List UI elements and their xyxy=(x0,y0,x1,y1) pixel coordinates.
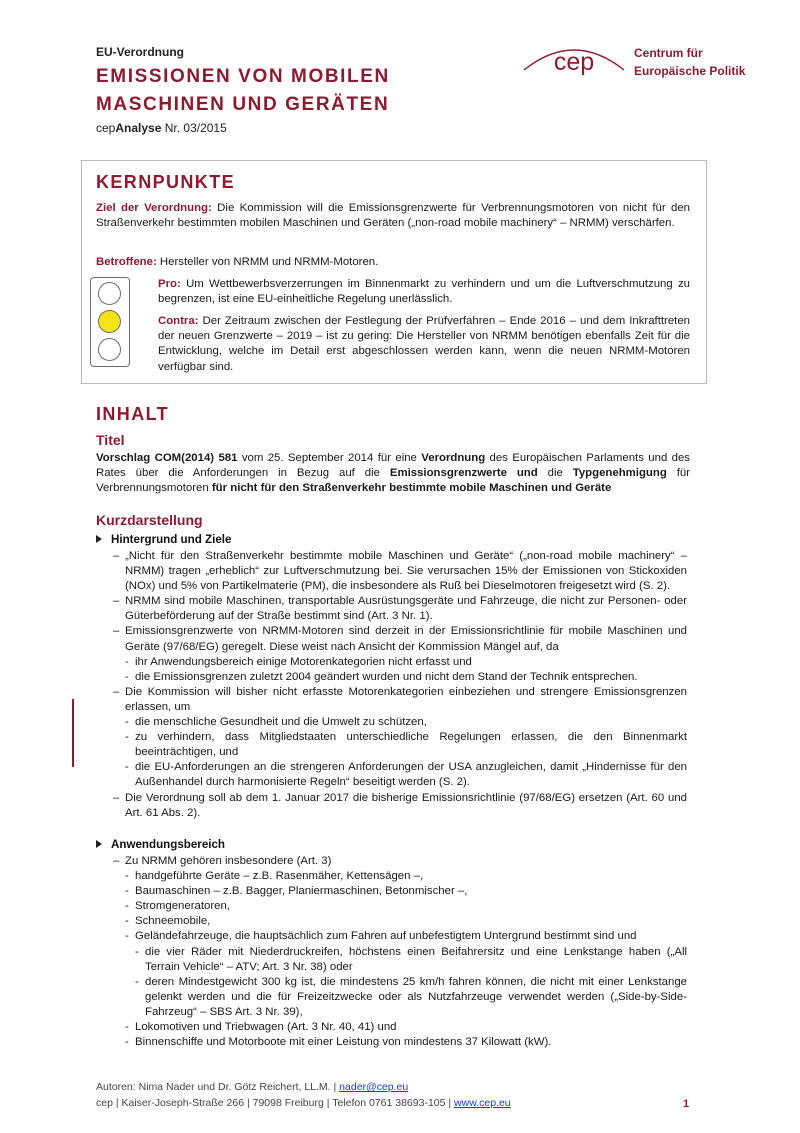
list-marker: - xyxy=(125,930,129,943)
list-marker: - xyxy=(125,885,129,898)
list-item-text: Binnenschiffe und Motorboote mit einer Leistung von mindestens 37 Kilowatt (kW). xyxy=(135,1036,552,1049)
cep-logo xyxy=(518,36,630,84)
list-item-text: zu verhindern, dass Mitgliedstaaten unterschiedliche Regelungen erlassen, die den Binnenmarkt beeinträchtigen, und xyxy=(135,731,687,759)
titel-run: Emissionsgrenzwerte und xyxy=(389,467,538,480)
analyse-number xyxy=(96,121,227,135)
list-item xyxy=(113,549,687,594)
analyse-number-text: Nr. 03/2015 xyxy=(161,121,227,135)
triangle-bullet-icon xyxy=(96,535,102,543)
titel-run: Vorschlag COM(2014) 581 xyxy=(96,452,238,464)
hintergrund-heading-text: Hintergrund und Ziele xyxy=(111,533,232,546)
list-item-text: Die Kommission will bisher nicht erfasste Motorenkategorien einbeziehen und strengere Emissionsgrenzen erlassen, um xyxy=(125,685,687,713)
betroffene-text: Hersteller von NRMM und NRMM-Motoren. xyxy=(156,256,379,268)
titel-run: des Europäischen Parlaments und des Rates über die Anforderungen in Bezug auf die xyxy=(96,452,691,480)
list-marker: - xyxy=(125,731,129,744)
list-item xyxy=(113,854,687,869)
list-item-text: die Emissionsgrenzen zuletzt 2004 geändert wurden und nicht dem Stand der Technik entsprechen. xyxy=(135,670,638,683)
analyse-prefix: cep xyxy=(96,121,116,135)
triangle-bullet-icon xyxy=(96,840,102,848)
list-item xyxy=(113,945,687,975)
list-item-text: ihr Anwendungsbereich einige Motorenkategorien nicht erfasst und xyxy=(135,655,472,668)
list-marker: - xyxy=(125,716,129,729)
list-item-text: die menschliche Gesundheit und die Umwelt zu schützen, xyxy=(135,716,427,729)
page-number: 1 xyxy=(683,1098,690,1110)
list-item-text: die vier Räder mit Niederdruckreifen, höchstens einen Beifahrersitz und eine Lenkstange haben („All Terrain Vehicle“ – ATV; Art. 3 Nr. 38) oder xyxy=(145,945,687,973)
list-item xyxy=(113,899,687,914)
list-item xyxy=(113,884,687,899)
kernpunkte-betroffene xyxy=(96,255,690,270)
list-item xyxy=(113,760,687,790)
list-item-text: handgeführte Geräte – z.B. Rasenmäher, Kettensägen –, xyxy=(135,870,424,883)
list-item-text: Lokomotiven und Triebwagen (Art. 3 Nr. 40, 41) und xyxy=(135,1021,397,1034)
pro-text: Um Wettbewerbsverzerrungen im Binnenmarkt zu verhindern und um die Luftverschmutzung zu begrenzen, ist eine EU-einheitliche Regelung unerlässlich. xyxy=(158,278,690,306)
cep-logo-icon xyxy=(518,36,630,84)
traffic-light-green-lamp xyxy=(98,282,121,305)
document-title-line-1: EMISSIONEN VON MOBILEN xyxy=(96,66,390,87)
titel-paragraph xyxy=(96,451,690,497)
list-marker: - xyxy=(125,1021,129,1034)
list-item-text: NRMM sind mobile Maschinen, transportable Ausrüstungsgeräte und Fahrzeuge, die nicht zur Personen- oder Güterbeförderung auf der Straße bestimmt sind (Art. 3 Nr. 1). xyxy=(125,595,687,623)
list-item xyxy=(113,685,687,715)
document-title-line-2: MASCHINEN UND GERÄTEN xyxy=(96,94,390,115)
list-item-text: die EU-Anforderungen an die strengeren Anforderungen der USA anzugleichen, damit „Hindernisse für den Außenhandel durch harmonisierte Regeln“ beseitigt werden (S. 2). xyxy=(135,761,687,789)
list-marker: - xyxy=(125,1036,129,1049)
list-item-text: Die Verordnung soll ab dem 1. Januar 2017 die bisherige Emissionsrichtlinie (97/68/EG) ersetzen (Art. 60 und Art. 61 Abs. 2). xyxy=(125,791,687,819)
list-item xyxy=(113,715,687,730)
kernpunkte-heading: KERNPUNKTE xyxy=(96,172,236,192)
footer-address xyxy=(96,1097,511,1109)
list-item-text: Baumaschinen – z.B. Bagger, Planiermaschinen, Betonmischer –, xyxy=(135,885,468,898)
list-item-text: „Nicht für den Straßenverkehr bestimmte mobile Maschinen und Geräte“ („non-road mobile machinery“ – NRMM) tragen „erheblich“ zur Luftverschmutzung bei. Sie verursachen 15% der Emissionen von Stickoxiden (NOx) und 5% von Partikelmaterie (PM), die insbesondere als Ruß bei Dieselmotoren freigesetzt wird (S. 2). xyxy=(125,550,687,593)
list-marker: - xyxy=(125,761,129,774)
list-item-text: Schneemobile, xyxy=(135,915,211,928)
margin-marker-line xyxy=(72,699,74,767)
footer-website-link[interactable]: www.cep.eu xyxy=(454,1097,511,1109)
cep-logo-wordmark: cep xyxy=(553,48,595,76)
ziel-text: Die Kommission will die Emissionsgrenzwerte für Verbrennungsmotoren von nicht für den Straßenverkehr bestimmten mobilen Maschinen und Geräten („non-road mobile machinery“ – NRMM) verschärfen. xyxy=(96,202,691,230)
kernpunkte-ziel xyxy=(96,201,690,231)
list-marker: – xyxy=(113,855,120,867)
hintergrund-heading xyxy=(96,533,231,546)
traffic-light xyxy=(90,277,130,367)
list-item xyxy=(113,655,687,670)
document-kicker: EU-Verordnung xyxy=(96,45,185,59)
kernpunkte-contra xyxy=(158,314,690,375)
list-item xyxy=(113,730,687,760)
contra-text: Der Zeitraum zwischen der Festlegung der Prüfverfahren – Ende 2016 – und dem Inkrafttreten der neuen Grenzwerte – 2019 – ist zu gering: Die Hersteller von NRMM benötigen ebenfalls Zeit für die Entwicklung, welche im Detail erst abgeschlossen werden kann, wenn die neuen NRMM-Motoren verfügbar sind. xyxy=(158,315,690,373)
list-item xyxy=(113,1020,687,1035)
footer-address-text: cep | Kaiser-Joseph-Straße 266 | 79098 Freiburg | Telefon 0761 38693-105 | xyxy=(96,1097,455,1109)
list-marker: - xyxy=(125,655,129,668)
ziel-label: Ziel der Verordnung: xyxy=(96,202,212,214)
traffic-light-red-lamp xyxy=(98,338,121,361)
logo-name-line-1: Centrum für xyxy=(634,46,703,60)
anwendung-heading xyxy=(96,838,225,851)
list-item xyxy=(113,624,687,654)
list-item xyxy=(113,1035,687,1050)
titel-heading: Titel xyxy=(96,432,125,448)
cep-logo-name xyxy=(634,44,745,80)
footer-email-link[interactable]: nader@cep.eu xyxy=(339,1081,409,1093)
contra-label: Contra: xyxy=(158,315,199,327)
inhalt-heading: INHALT xyxy=(96,404,170,424)
list-marker: – xyxy=(113,685,120,698)
footer-authors xyxy=(96,1081,408,1093)
list-item-text: Emissionsgrenzwerte von NRMM-Motoren sind derzeit in der Emissionsrichtlinie für mobile Maschinen und Geräte (97/68/EG) geregelt. Diese weist nach Ansicht der Kommission Mängel auf, da xyxy=(125,625,687,653)
kurzdarstellung-heading: Kurzdarstellung xyxy=(96,512,203,528)
list-item-text: Zu NRMM gehören insbesondere (Art. 3) xyxy=(125,855,332,867)
traffic-light-yellow-lamp xyxy=(98,310,121,333)
list-marker: - xyxy=(135,945,139,958)
list-marker: – xyxy=(113,550,120,562)
titel-run: Typgenehmigung xyxy=(572,467,667,480)
list-marker: – xyxy=(113,595,120,608)
list-item xyxy=(113,914,687,929)
list-marker: - xyxy=(125,870,129,883)
anwendung-list xyxy=(113,854,687,1050)
list-item xyxy=(113,670,687,685)
titel-run: vom 25. September 2014 für eine xyxy=(237,452,422,464)
titel-run: Verordnung xyxy=(421,452,486,464)
footer-authors-text: Autoren: Nima Nader und Dr. Götz Reichert, LL.M. | xyxy=(96,1081,340,1093)
hintergrund-list xyxy=(113,549,687,821)
list-marker: - xyxy=(125,670,129,683)
list-marker: – xyxy=(113,625,120,638)
list-item-text: Stromgeneratoren, xyxy=(135,900,230,913)
titel-run: die xyxy=(537,467,573,480)
list-item xyxy=(113,869,687,884)
list-item-text: Geländefahrzeuge, die hauptsächlich zum Fahren auf unbefestigtem Untergrund bestimmt sind und xyxy=(135,930,637,943)
list-item xyxy=(113,791,687,821)
list-marker: – xyxy=(113,791,120,804)
anwendung-heading-text: Anwendungsbereich xyxy=(111,838,226,851)
pro-label: Pro: xyxy=(158,278,181,290)
list-marker: - xyxy=(135,975,139,988)
logo-name-line-2: Europäische Politik xyxy=(634,64,746,78)
list-item xyxy=(113,594,687,624)
titel-run: für nicht für den Straßenverkehr bestimmte mobile Maschinen und Geräte xyxy=(211,482,612,495)
list-item-text: deren Mindestgewicht 300 kg ist, die mindestens 25 km/h fahren können, die nicht mit einer Lenkstange gelenkt werden und die für Freizeitzwecke oder als Nutzfahrzeuge verwendet werden („Side-by-Side-Fahrzeug“ – SBS Art. 3 Nr. 39), xyxy=(145,975,687,1018)
kernpunkte-pro xyxy=(158,277,690,307)
analyse-bold: Analyse xyxy=(115,121,162,135)
titel-run: für Verbrennungsmotoren xyxy=(96,467,690,495)
list-marker: - xyxy=(125,900,129,913)
list-item xyxy=(113,929,687,944)
list-marker: - xyxy=(125,915,129,928)
betroffene-label: Betroffene: xyxy=(96,256,157,268)
list-item xyxy=(113,975,687,1020)
